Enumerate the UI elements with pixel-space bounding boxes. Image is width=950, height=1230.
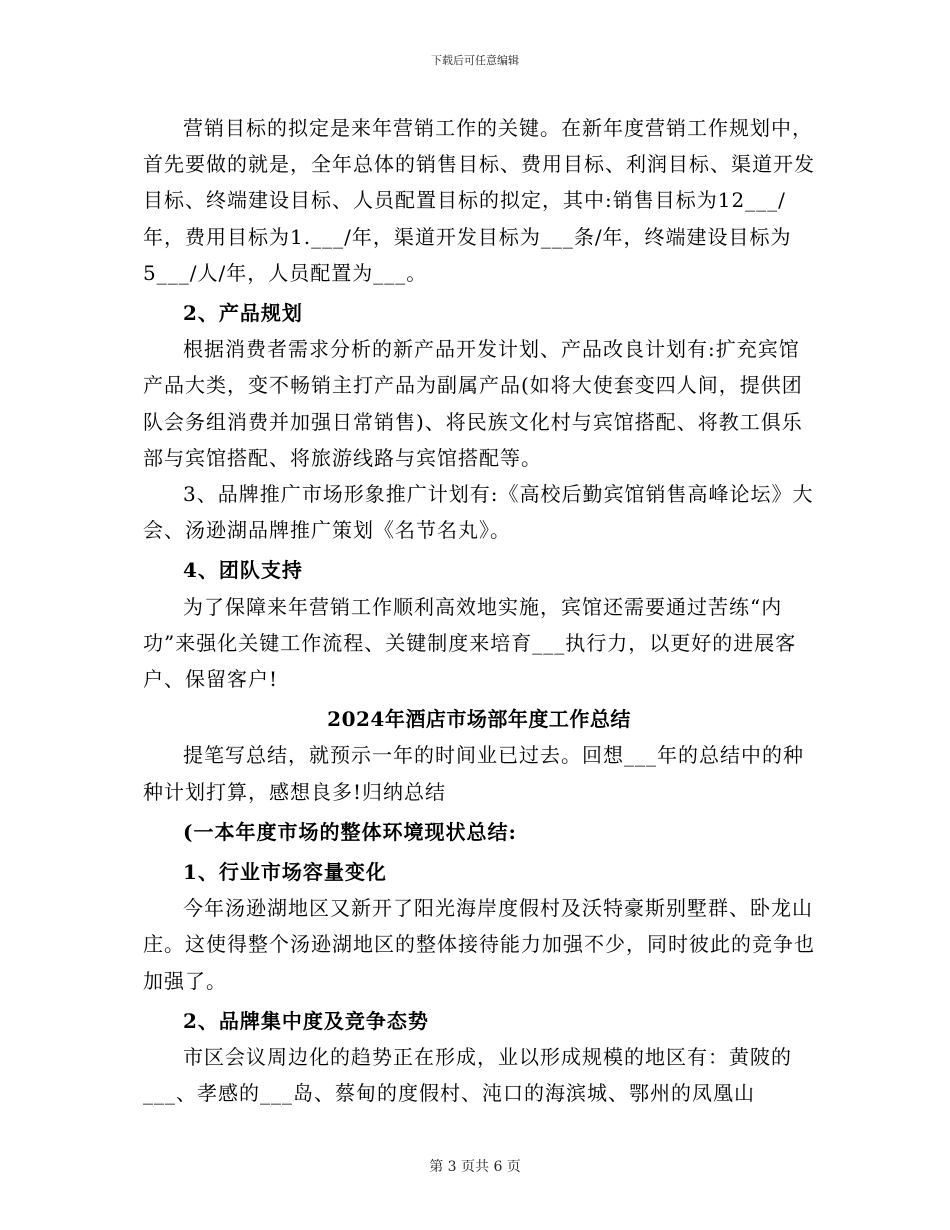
heading-product-planning: 2、产品规划 (183, 301, 303, 326)
paragraph-market-capacity: 今年汤逊湖地区又新开了阳光海岸度假村及沃特豪斯别墅群、卧龙山庄。这使得整个汤逊湖地区的整体接待能力加强不少，同时彼此的竞争也加强了。 (143, 896, 815, 993)
heading-market-capacity: 1、行业市场容量变化 (183, 860, 387, 885)
document-body (143, 110, 815, 1111)
paragraph-team-support: 为了保障来年营销工作顺利高效地实施，宾馆还需要通过苦练“内功”来强化关键工作流程、关键制度来培育___执行力，以更好的进展客户、保留客户! (143, 594, 797, 692)
paragraph-brand-competition: 市区会议周边化的趋势正在形成，业以形成规模的地区有：黄陂的___、孝感的___岛、蔡甸的度假村、沌口的海滨城、鄂州的凤凰山 (143, 1045, 792, 1106)
page-header: 下载后可任意编辑 (431, 54, 519, 67)
paragraph-brand-promotion: 3、品牌推广市场形象推广计划有:《高校后勤宾馆销售高峰论坛》大会、汤逊湖品牌推广策划《名节名丸》。 (143, 482, 814, 543)
heading-market-environment: (一本年度市场的整体环境现状总结: (183, 819, 517, 844)
paragraph-product-planning: 根据消费者需求分析的新产品开发计划、产品改良计划有:扩充宾馆产品大类，变不畅销主打产品为副属产品(如将大使套变四人间，提供团队会务组消费并加强日常销售)、将民族文化村与宾馆搭配、将教工俱乐部与宾馆搭配、将旅游线路与宾馆搭配等。 (143, 337, 803, 470)
page-footer: 第 3 页共 6 页 (429, 1159, 521, 1175)
document-title: 2024年酒店市场部年度工作总结 (327, 707, 631, 732)
heading-brand-competition: 2、品牌集中度及竞争态势 (183, 1008, 429, 1033)
paragraph-marketing-goals: 营销目标的拟定是来年营销工作的关键。在新年度营销工作规划中，首先要做的就是，全年总体的销售目标、费用目标、利润目标、渠道开发目标、终端建设目标、人员配置目标的拟定，其中:销售目标为12___/年，费用目标为1.___/年，渠道开发目标为___条/年，终端建设目标为5___/人/年，人员配置为___。 (143, 116, 815, 285)
heading-team-support: 4、团队支持 (183, 558, 303, 583)
paragraph-summary-intro: 提笔写总结，就预示一年的时间业已过去。回想___年的总结中的种种计划打算，感想良多!归纳总结 (143, 743, 804, 804)
